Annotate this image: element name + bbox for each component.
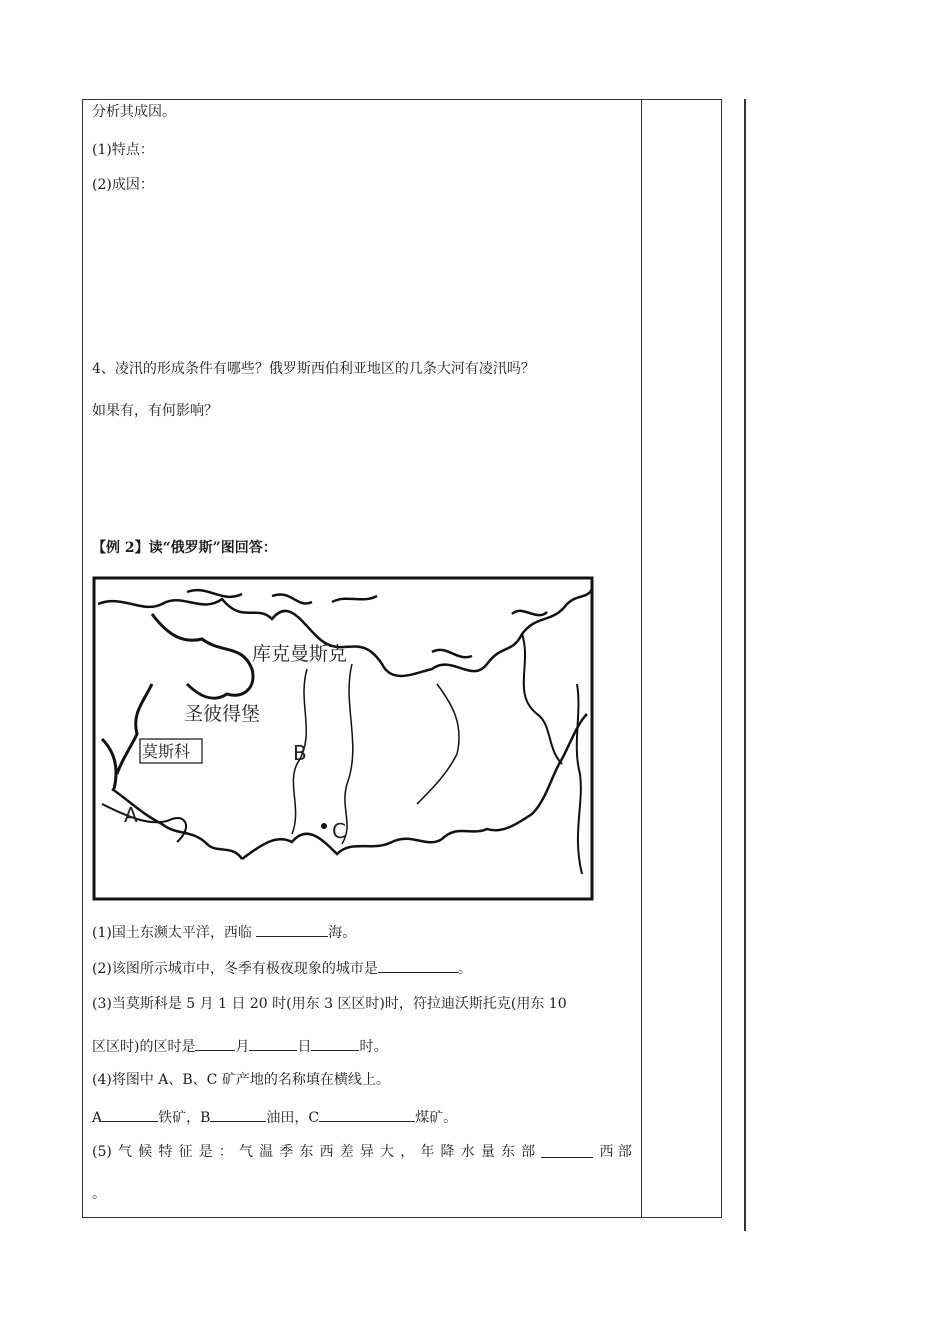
label-a: A [124,803,138,827]
question-5-4-blanks: A 铁矿，B 油田，C 煤矿。 [92,1107,457,1127]
blank-city[interactable] [378,958,458,973]
question-5-1: (1)国土东濒太平洋，西临 海。 [92,922,356,942]
question-4: 4、凌汛的形成条件有哪些？俄罗斯西伯利亚地区的几条大河有凌汛吗？ [92,361,535,377]
label-murmansk: 库克曼斯克 [252,643,348,665]
blank-a[interactable] [102,1107,158,1122]
question-4-cont: 如果有，有何影响？ [92,403,218,419]
blank-month[interactable] [195,1036,235,1051]
city-dot-c [321,823,327,829]
question-5-2: (2)该图所示城市中，冬季有极夜现象的城市是 。 [92,958,472,978]
text-line-2: (1)特点： [92,142,154,158]
question-5-4: (4)将图中 A、B、C 矿产地的名称填在横线上。 [92,1072,390,1088]
blank-c[interactable] [319,1107,415,1122]
blank-hour[interactable] [311,1036,359,1051]
blank-day[interactable] [249,1036,297,1051]
text-line-1: 分析其成因。 [92,104,176,120]
label-moscow: 莫斯科 [142,742,191,761]
label-b: B [293,741,307,765]
question-5-5: (5) 气 候 特 征 是 ： 气 温 季 东 西 差 异 大 ， 年 降 水 量 东 部 西 部 [92,1144,632,1160]
text-line-3: (2)成因： [92,177,154,193]
question-5-5-end: 。 [92,1186,106,1202]
blank-sea[interactable] [256,922,328,937]
russia-map [92,574,596,902]
column-divider [641,99,642,1218]
label-st-petersburg: 圣彼得堡 [184,703,261,725]
example-title: 读“俄罗斯”图回答： [148,540,277,556]
example-heading [92,539,277,557]
blank-b[interactable] [210,1107,266,1122]
example-prefix: 【例 2】 [92,540,149,556]
question-5-3-cont: 区区时)的区时是 月 日 时。 [92,1036,387,1056]
margin-line [744,99,746,1231]
label-c: C [332,819,346,843]
blank-precip[interactable] [541,1143,593,1158]
question-5-3: (3)当莫斯科是 5 月 1 日 20 时(用东 3 区区时)时，符拉迪沃斯托克(用东 10 [92,996,567,1012]
